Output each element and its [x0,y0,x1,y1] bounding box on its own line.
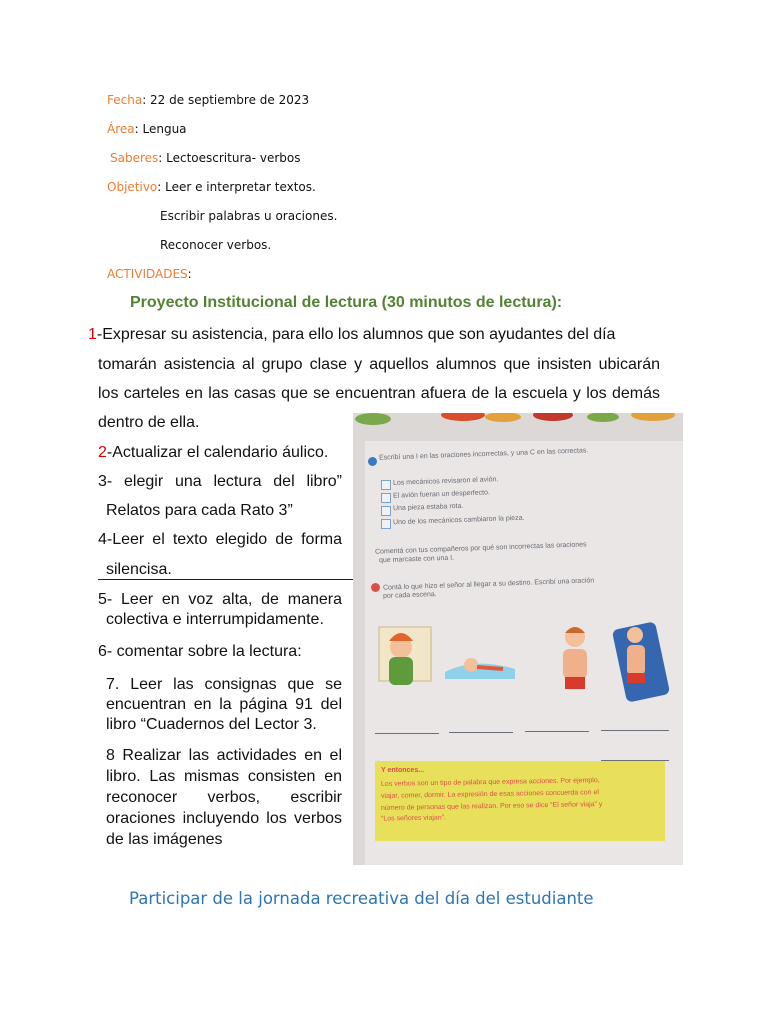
area-value: : Lengua [134,122,187,136]
activity-2-number: 2 [98,444,107,461]
activity-8-line-5: de las imágenes [106,831,223,848]
checkbox-4 [381,519,391,529]
activity-8-line-4: oraciones incluyendo los verbos [106,810,342,827]
leaves-decoration [353,413,683,443]
activity-6-line: 6- comentar sobre la lectura: [98,643,302,660]
activity-4-line-1: 4-Leer el texto elegido de forma [98,531,342,548]
objetivo-value-1: : Leer e interpretar textos. [157,180,316,194]
option-3: Una pieza estaba rota. [392,502,464,513]
objetivo-value-2: Escribir palabras u oraciones. [160,209,338,223]
activity-4-line-2: silencisa. [106,561,172,578]
area-line [107,122,187,136]
fecha-line [107,93,309,107]
option-4: Uno de los mecánicos cambiaron la pieza. [392,514,525,527]
checkbox-3 [381,506,391,516]
instruction-2a: Contá lo que hizo el señor al llegar a su destino. Escribí una oración [382,577,595,592]
activity-2-text: -Actualizar el calendario áulico. [106,444,329,461]
checkbox-2 [381,493,391,503]
writing-line [375,733,439,734]
comment-2: que marcaste con una I. [378,554,455,565]
activity-1-text-1: -Expresar su asistencia, para ello los alumnos que son ayudantes del día [96,326,616,343]
objetivo-value-3: Reconocer verbos. [160,238,272,252]
saberes-label: Saberes [110,151,159,165]
activity-7-line-3: libro “Cuadernos del Lector 3. [106,716,317,733]
activity-8-line-1: 8 Realizar las actividades en el [106,747,342,764]
activity-2-line [98,444,328,462]
footer-text: Participar de la jornada recreativa del día del estudiante [129,889,594,908]
activity-5-line-1: 5- Leer en voz alta, de manera [98,591,342,608]
concept-line-4: “Los señores viajan”. [380,814,447,823]
concept-box [375,761,665,841]
comment-1: Comentá con tus compañeros por qué son incorrectas las oraciones [374,541,587,556]
instruction-2b: por cada escena. [382,591,437,600]
actividades-label: ACTIVIDADES [107,267,188,281]
exercise-badge-blue [368,457,377,466]
writing-line [449,732,513,733]
saberes-line [110,151,301,165]
area-label: Área [107,122,135,136]
option-2: El avión fueran un desperfecto. [392,489,490,500]
activity-1-line-3: los carteles en las casas que se encuentran afuera de la escuela y los demás [98,385,660,402]
activity-3-line-1: 3- elegir una lectura del libro” [98,473,342,490]
concept-box-title: Y entonces... [381,767,425,774]
activity-7-line-2: encuentran en la página 91 del [106,696,342,713]
saberes-value: : Lectoescritura- verbos [158,151,301,165]
activity-8-line-2: libro. Las mismas consisten en [106,768,342,785]
actividades-line [107,267,192,281]
writing-line [601,730,669,731]
separator-line [98,579,354,580]
instruction-1: Escribí una I en las oraciones incorrectas, y una C en las correctas. [378,447,589,462]
activity-3-line-2: Relatos para cada Rato 3” [106,502,293,519]
concept-line-2: viajar, comer, dormir. La expresión de esas acciones concuerda con el [380,789,599,800]
workbook-photo [353,413,683,865]
project-title: Proyecto Institucional de lectura (30 minutos de lectura): [130,294,563,311]
concept-line-3: número de personas que las realizan. Por eso se dice “El señor viaja” y [380,801,603,812]
option-1: Los mecánicos revisaron el avión. [392,476,499,487]
activity-8-line-3: reconocer verbos, escribir [106,789,342,806]
concept-line-1: Los verbos son un tipo de palabra que expresa acciones. Por ejemplo, [380,777,600,788]
fecha-label: Fecha [107,93,143,107]
activity-7-line-1: 7. Leer las consignas que se [106,676,342,693]
objetivo-line [107,180,316,194]
checkbox-1 [381,480,391,490]
writing-line [525,731,589,732]
objetivo-label: Objetivo [107,180,158,194]
scene-illustrations [375,617,675,707]
activity-1-line-1 [88,326,660,344]
activity-5-line-2: colectiva e interrumpidamente. [106,611,324,628]
fecha-value: : 22 de septiembre de 2023 [142,93,310,107]
exercise-badge-red [371,583,380,592]
activity-1-line-4: dentro de ella. [98,414,200,431]
actividades-colon: : [187,267,192,281]
activity-1-number: 1 [88,326,97,343]
activity-1-line-2: tomarán asistencia al grupo clase y aquellos alumnos que insisten ubicarán [98,356,660,373]
